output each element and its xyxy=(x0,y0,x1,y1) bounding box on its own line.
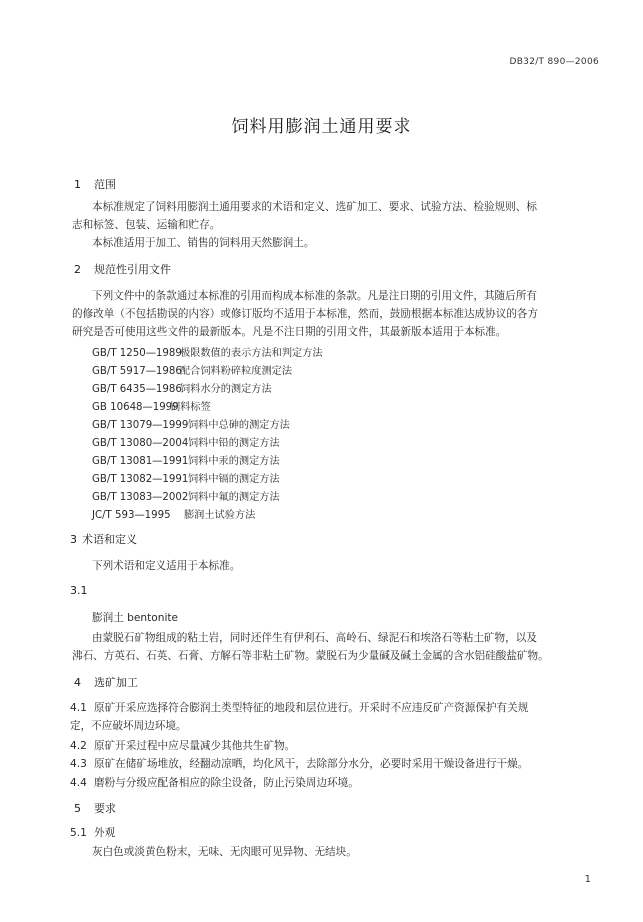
reference-code: GB/T 13083—2002 xyxy=(92,492,189,503)
section-3-heading xyxy=(70,531,137,547)
section-1-para1: 本标准规定了饲料用膨润土通用要求的术语和定义、选矿加工、要求、试验方法、检验规则、标 xyxy=(92,201,537,213)
section-2-para-line2: 的修改单（不包括勘误的内容）或修订版均不适用于本标准，然而，鼓励根据本标准达成协议的各方 xyxy=(72,308,539,320)
document-code: DB32/T 890—2006 xyxy=(509,57,599,67)
reference-code: GB 10648—1999 xyxy=(92,402,179,413)
reference-title: 饲料中总砷的测定方法 xyxy=(188,420,290,431)
clause-text: 原矿开采应选择符合膨润土类型特征的地段和层位进行。开采时不应违反矿产资源保护有关规 xyxy=(94,702,529,714)
clause-number: 4.4 xyxy=(70,777,87,789)
reference-code: GB/T 1250—1989 xyxy=(92,348,182,359)
section-number: 5 xyxy=(74,802,81,815)
section-2-para-line3: 研究是否可使用这些文件的最新版本。凡是不注日期的引用文件，其最新版本适用于本标准。 xyxy=(72,326,507,338)
clause-4-4 xyxy=(70,774,359,792)
section-number: 1 xyxy=(74,178,81,191)
term-definition-line2: 沸石、方英石、石英、石膏、方解石等非粘土矿物。蒙脱石为少量碱及碱土金属的含水铝硅酸盐矿物。 xyxy=(72,650,549,662)
section-4-heading xyxy=(74,674,138,690)
reference-item xyxy=(92,398,211,413)
reference-title: 饲料水分的测定方法 xyxy=(180,384,272,395)
reference-item xyxy=(92,416,290,431)
reference-code: GB/T 13081—1991 xyxy=(92,456,189,467)
section-1-para1-cont: 志和标签、包装、运输和贮存。 xyxy=(72,219,221,231)
section-1-heading xyxy=(74,176,116,192)
term-definition-line1: 由蒙脱石矿物组成的粘土岩，同时还伴生有伊利石、高岭石、绿泥石和埃洛石等粘土矿物，以及 xyxy=(92,632,537,644)
section-number: 3 xyxy=(70,533,77,546)
term-heading: 膨润土 bentonite xyxy=(92,612,179,624)
clause-text: 原矿在储矿场堆放，经翻动凉晒，均化风干，去除部分水分，必要时采用干燥设备进行干燥。 xyxy=(94,758,529,770)
reference-item xyxy=(92,380,272,395)
clause-text: 原矿开采过程中应尽量减少其他共生矿物。 xyxy=(94,740,296,752)
clause-number: 4.3 xyxy=(70,758,87,770)
reference-item xyxy=(92,488,280,503)
section-title: 范围 xyxy=(94,178,116,191)
reference-code: GB/T 13079—1999 xyxy=(92,420,189,431)
reference-item xyxy=(92,452,280,467)
reference-title: 饲料中铅的测定方法 xyxy=(188,438,280,449)
clause-4-1 xyxy=(70,699,528,717)
page-number: 1 xyxy=(584,874,591,885)
reference-code: JC/T 593—1995 xyxy=(92,510,171,521)
clause-4-2 xyxy=(70,737,295,755)
page-title: 饲料用膨润土通用要求 xyxy=(231,117,412,137)
reference-title: 饲料标签 xyxy=(170,402,211,413)
clause-number: 4.2 xyxy=(70,740,87,752)
section-number: 2 xyxy=(74,263,81,276)
clause-5-1-text: 灰白色或淡黄色粉末，无味、无肉眼可见异物、无结块。 xyxy=(92,846,357,858)
subsection-number: 3.1 xyxy=(70,584,88,597)
clause-4-1-cont: 定，不应破坏周边环境。 xyxy=(70,720,187,732)
clause-heading: 外观 xyxy=(94,827,116,839)
reference-code: GB/T 13080—2004 xyxy=(92,438,189,449)
reference-title: 饲料中汞的测定方法 xyxy=(188,456,280,467)
reference-item xyxy=(92,506,255,521)
section-1-para2: 本标准适用于加工、销售的饲料用天然膨润土。 xyxy=(92,237,315,249)
reference-item xyxy=(92,434,280,449)
clause-4-3 xyxy=(70,755,528,773)
section-2-para-line1: 下列文件中的条款通过本标准的引用而构成本标准的条款。凡是注日期的引用文件，其随后所有 xyxy=(92,290,537,302)
section-5-heading xyxy=(74,800,116,816)
clause-number: 5.1 xyxy=(70,827,87,839)
reference-title: 配合饲料粉碎粒度测定法 xyxy=(180,366,293,377)
section-title: 要求 xyxy=(94,802,116,815)
reference-title: 极限数值的表示方法和判定方法 xyxy=(180,348,323,359)
section-title: 术语和定义 xyxy=(82,533,137,546)
section-3-intro: 下列术语和定义适用于本标准。 xyxy=(92,560,241,572)
reference-title: 饲料中氟的测定方法 xyxy=(188,492,280,503)
reference-item xyxy=(92,470,280,485)
reference-item xyxy=(92,344,323,359)
clause-number: 4.1 xyxy=(70,702,87,714)
reference-item xyxy=(92,362,292,377)
clause-text: 磨粉与分级应配备相应的除尘设备，防止污染周边环境。 xyxy=(94,777,359,789)
reference-title: 饲料中镉的测定方法 xyxy=(188,474,280,485)
reference-code: GB/T 6435—1986 xyxy=(92,384,182,395)
section-title: 规范性引用文件 xyxy=(94,263,171,276)
clause-5-1 xyxy=(70,824,115,842)
section-title: 选矿加工 xyxy=(94,676,138,689)
reference-code: GB/T 5917—1986 xyxy=(92,366,182,377)
section-2-heading xyxy=(74,261,171,277)
section-number: 4 xyxy=(74,676,81,689)
reference-code: GB/T 13082—1991 xyxy=(92,474,189,485)
reference-title: 膨润土试验方法 xyxy=(184,510,256,521)
